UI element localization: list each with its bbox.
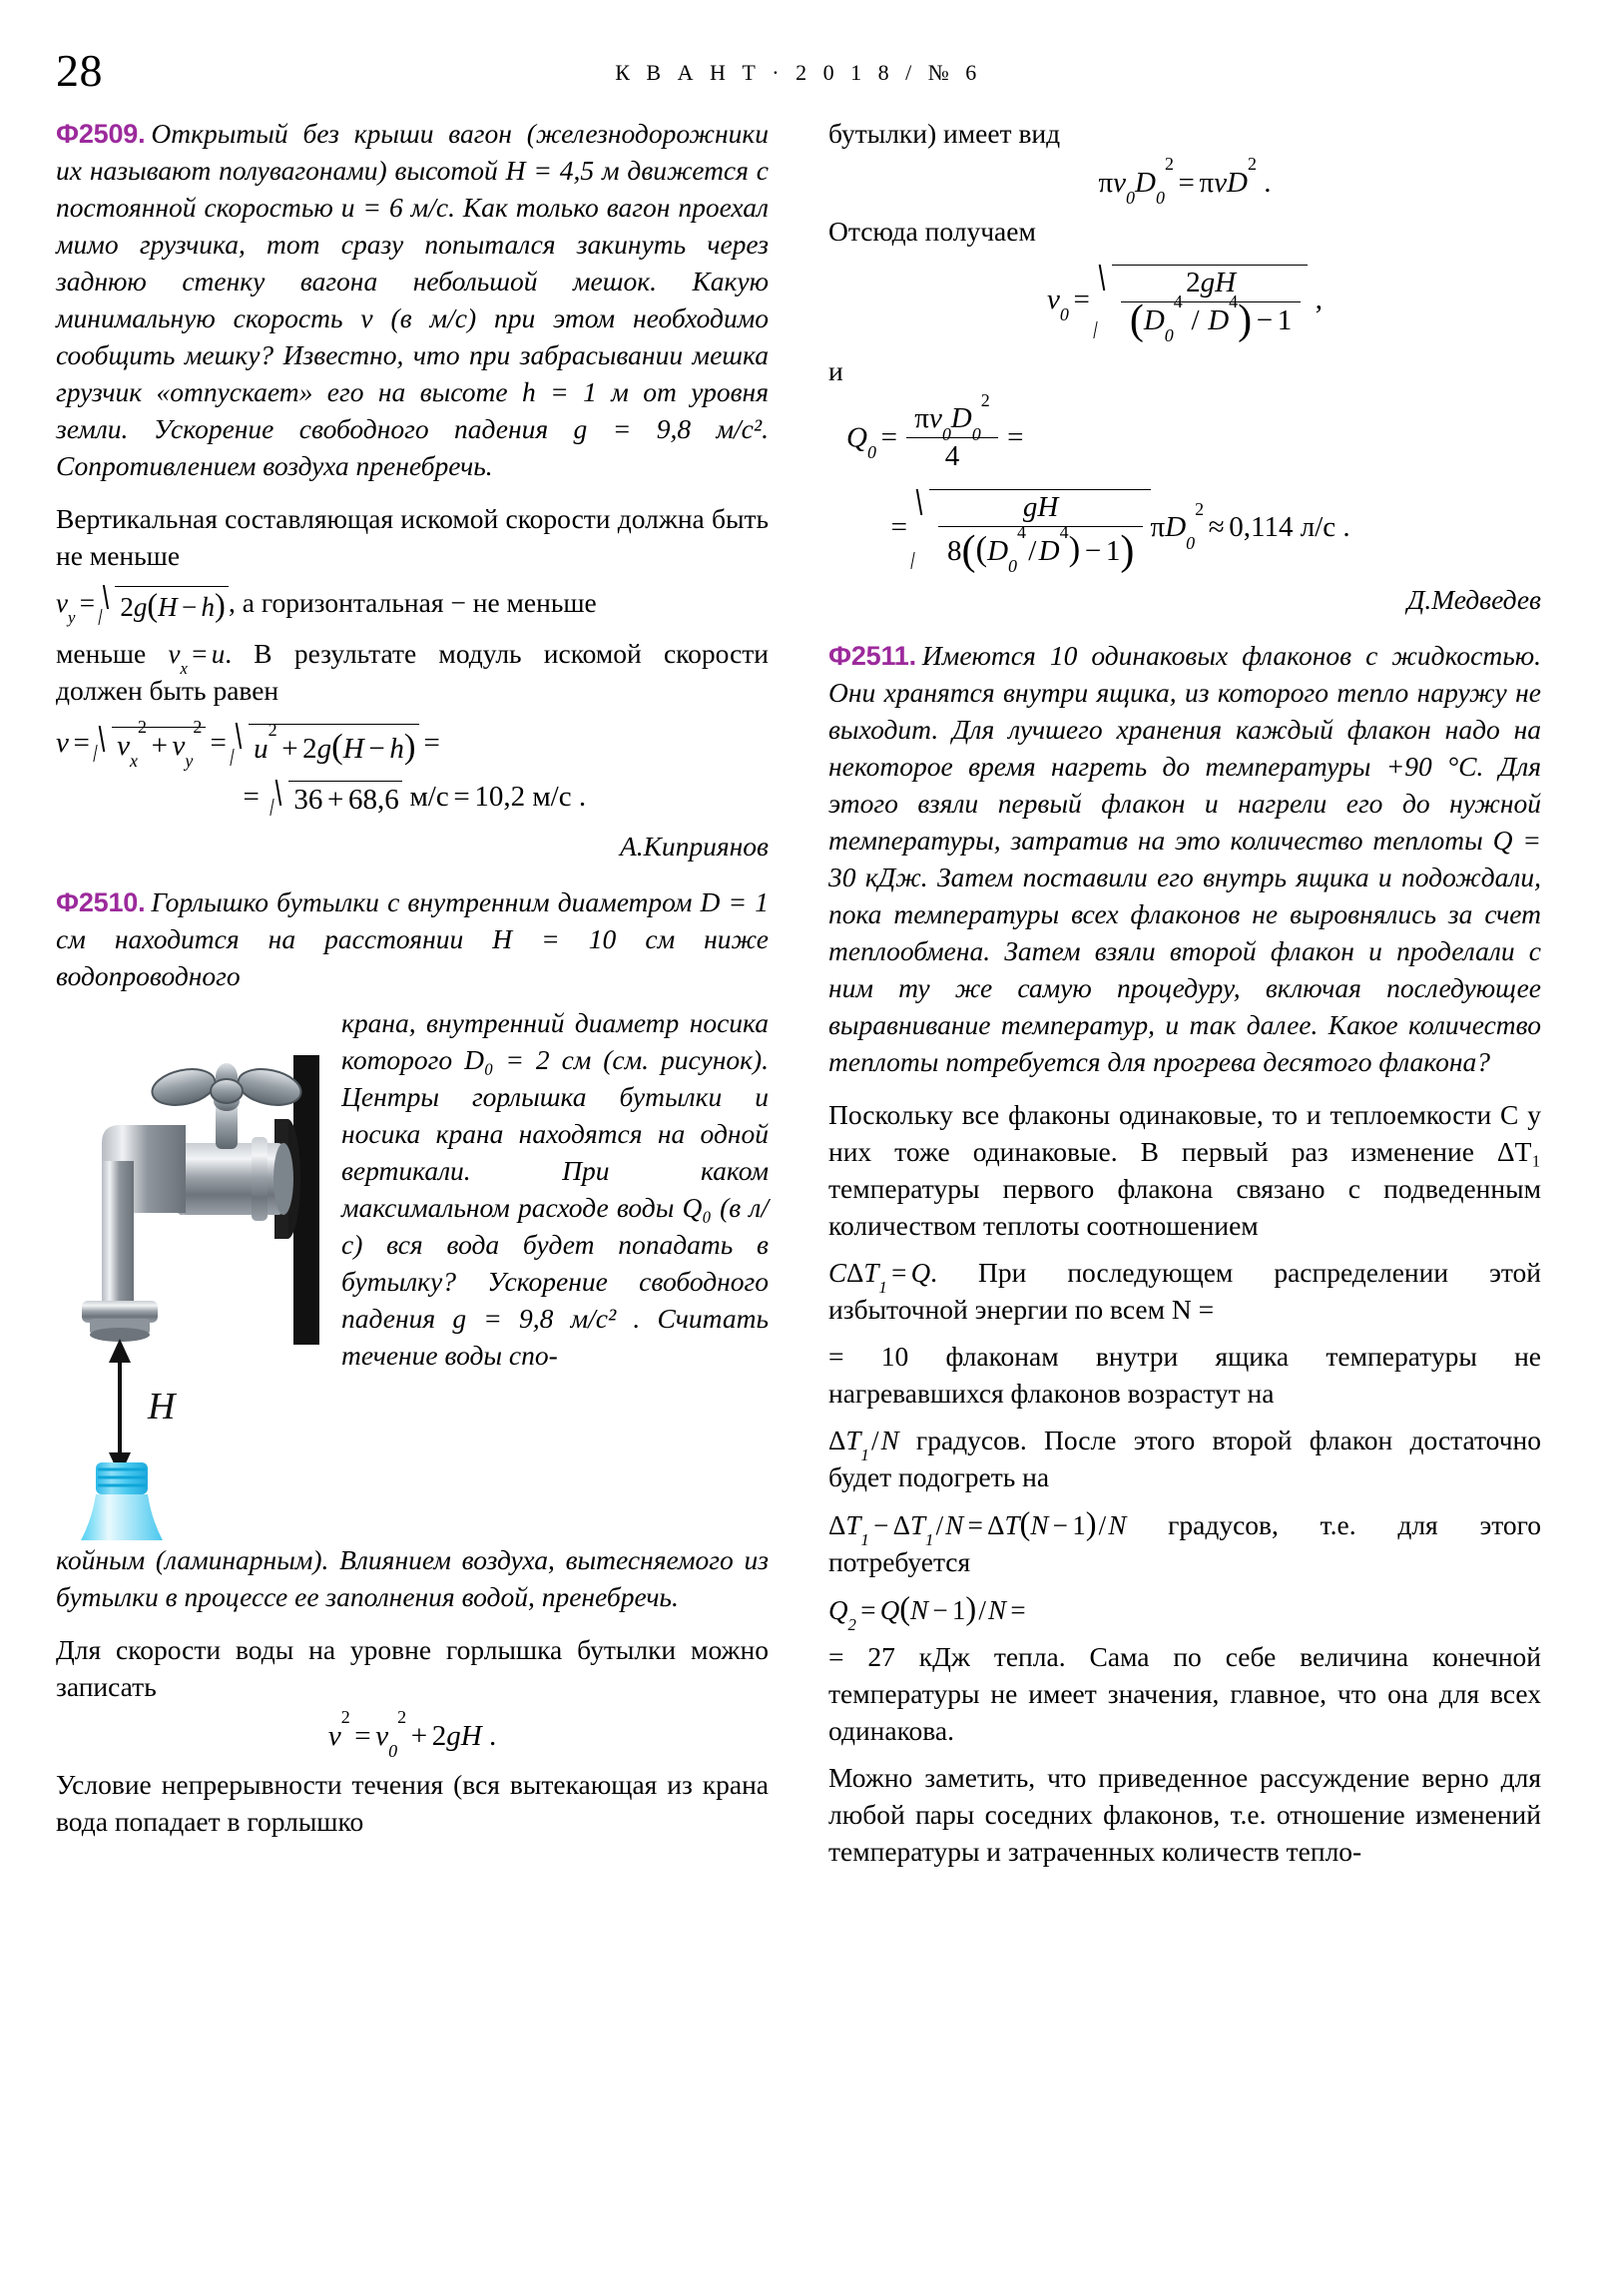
formula-dT-diff: $\Delta T_1 - \Delta T_1/N = \Delta T(N - 1)/N$ <box>828 1505 1127 1550</box>
solution-2511-part-i <box>828 1590 1541 1635</box>
solution-2509-intro: Вертикальная составляющая искомой скорости должна быть не меньше <box>56 502 769 571</box>
solution-2510-continuity-text: Условие непрерывности течения (вся вытекающая из крана вода попадает в горлышко <box>56 1769 769 1838</box>
problem-2509-statement <box>56 116 769 485</box>
solution-2511-part-b <box>828 1255 1541 1329</box>
solution-2510-leadin: Отсюда получаем <box>828 216 1036 248</box>
left-column <box>56 116 769 1887</box>
solution-2511-part-a <box>828 1097 1541 1245</box>
formula-v2: $v^2= v_0^2+ 2gH$ . <box>327 1707 497 1762</box>
problem-2509-author: А.Киприянов <box>619 831 769 862</box>
handle-wing-left <box>149 1064 219 1111</box>
formula-v-full-line2: = 36 + 68,6 м/с = 10,2 м/с . <box>243 780 587 816</box>
problem-2511-number: Ф2511. <box>828 641 916 672</box>
problem-2509-number: Ф2509. <box>56 119 146 149</box>
bottle <box>68 1462 176 1540</box>
formula-v-full-line1: $v = v_x^2+ v_y^2 = u^2+ 2g(H - h)$ = <box>56 717 440 772</box>
formula-v0: $v_0$ = $\frac{2gH}{(D_0^4 / D^4) - 1}$ , <box>1047 266 1323 346</box>
solution-2511-part-g <box>828 1506 1541 1581</box>
problem-2510-statement-c: койным (ламинарным). Влиянием воздуха, вытесняемого из бутылки в процессе ее заполнения водой, пренебречь. <box>56 1544 769 1613</box>
formula-CdT1: $C\Delta T_1 = Q$ <box>828 1258 931 1298</box>
solution-2510-and: и <box>828 354 843 386</box>
solution-2511-text-f: градусов. После этого второй флакон достаточно будет подогреть на <box>828 1425 1542 1492</box>
faucet-bottle-figure <box>56 1011 323 1540</box>
problem-2510-number: Ф2510. <box>56 887 146 918</box>
two-column-body <box>56 116 1541 1887</box>
formula-continuity: $\pi v_0D_0^2= \pi vD^2$ . <box>1098 154 1272 209</box>
solution-2511-text-a: Поскольку все флаконы одинаковые, то и теплоемкости C у них тоже одинаковые. В первый раз изменение ΔT₁ температуры первого флакона связано с подведенным количеством теплоты соотношением <box>828 1099 1541 1242</box>
solution-2509-mid1: , а горизонтальная − не меньше <box>229 586 597 618</box>
formula-Q0-line2: = $\frac{gH}{8((D_0^4/D^4) - 1)}$ $\pi D_0^2\approx 0,114$ л/с . <box>890 490 1350 577</box>
figure-container <box>56 1011 323 1540</box>
solution-2510-intro: Для скорости воды на уровне горлышка бутылки можно записать <box>56 1634 769 1703</box>
problem-2510-text-a: Горлышко бутылки с внутренним диаметром D = 1 см находится на расстоянии H = 10 см ниже водопроводного <box>56 886 769 992</box>
solution-2510-cont-top: бутылки) имеет вид <box>828 118 1061 149</box>
problem-2510-author: Д.Медведев <box>1406 584 1541 616</box>
page-number: 28 <box>56 45 103 96</box>
arrow-head-up <box>109 1339 131 1363</box>
formula-Q2: $Q_2 = Q(N - 1)/N$ = <box>828 1590 1026 1635</box>
problem-2509-text: Открытый без крыши вагон (железнодорожники их называют полувагонами) высотой H = 4,5 м движется с постоянной скоростью u = 6 м/с. Как только вагон проехал мимо грузчика, тот сразу попытался закинуть через заднюю стенку вагона небольшой мешок. Какую минимальную скорость v (в м/с) при этом необходимо сообщить мешку? Известно, что при забрасывании мешка грузчик «отпускает» его на высоте h = 1 м от уровня земли. Ускорение свободного падения g = 9,8 м/с². Сопротивлением воздуха пренебречь. <box>56 118 769 481</box>
problem-2511-text: Имеются 10 одинаковых флаконов с жидкостью. Они хранятся внутри ящика, из которого тепло наружу не выходит. Для лучшего хранения каждый флакон надо на некоторое время нагреть до температуры +90 °С. Для этого взяли первый флакон и нагрели его до нужной температуры, затратив на это количество теплоты Q = 30 кДж. Затем поставили его внутрь ящика и подождали, пока температуры всех флаконов не выровнялись за счет теплообмена. Затем взяли второй флакон и проделали с ним ту же самую процедуру, включая последующее выравнивание температур, и так далее. Какое количество теплоты потребуется для прогрева десятого флакона? <box>828 640 1541 1078</box>
formula-dT1-over-N: $\Delta T_1/N$ <box>828 1426 899 1465</box>
solution-2509-word-menshe: меньше <box>56 637 169 669</box>
solution-2511-text-h: градусов, т.е. для этого потребуется <box>828 1508 1541 1577</box>
solution-2511-part-j: = 27 кДж тепла. Сама по себе величина конечной температуры не имеет значения, главное, что она для всех одинакова. <box>828 1640 1541 1746</box>
formula-Q0-line1: $Q_0$ = $\frac{\pi v_0D_0^2}{4}$ = <box>846 389 1024 473</box>
formula-vx: $v_x = u$ <box>168 638 226 679</box>
running-head <box>56 44 1541 102</box>
formula-vy: $v_y = 2g(H - h)$ <box>56 588 229 618</box>
journal-title: К В А Н Т · 2 0 1 8 / № 6 <box>615 60 982 85</box>
problem-2510-statement-b: крана, внутренний диаметр носика которого D₀ = 2 см (см. рисунок). Центры горлышка бутылки и носика крана находятся на одной вертикали. При каком максимальном расходе воды Q₀ (в л/с) вся вода будет попадать в бутылку? Ускорение свободного падения g = 9,8 м/с² . Считать течение воды спо- <box>341 1007 769 1371</box>
bottle-shoulder <box>68 1494 176 1540</box>
solution-2509-line-vx <box>56 636 769 710</box>
faucet-bottle-svg <box>56 1011 323 1540</box>
solution-2511-part-e <box>828 1423 1541 1496</box>
right-column <box>828 116 1541 1887</box>
solution-2511-text-c: . При последующем распределении этой избыточной энергии по всем N = <box>828 1257 1541 1326</box>
solution-2509-line-vy <box>56 585 769 626</box>
solution-2509-mid2: . В результате модуль искомой скорости должен быть равен <box>56 637 770 706</box>
figure-label-H: H <box>148 1386 176 1429</box>
solution-2511-part2: Можно заметить, что приведенное рассуждение верно для любой пары соседних флаконов, т.е. отношение изменений температуры и затраченных количеств тепло- <box>828 1761 1541 1867</box>
problem-2510-statement-a <box>56 884 769 995</box>
problem-2511-statement <box>828 638 1541 1081</box>
solution-2511-part-d: = 10 флаконам внутри ящика температуры не нагревавшихся флаконов возрастут на <box>828 1341 1541 1410</box>
